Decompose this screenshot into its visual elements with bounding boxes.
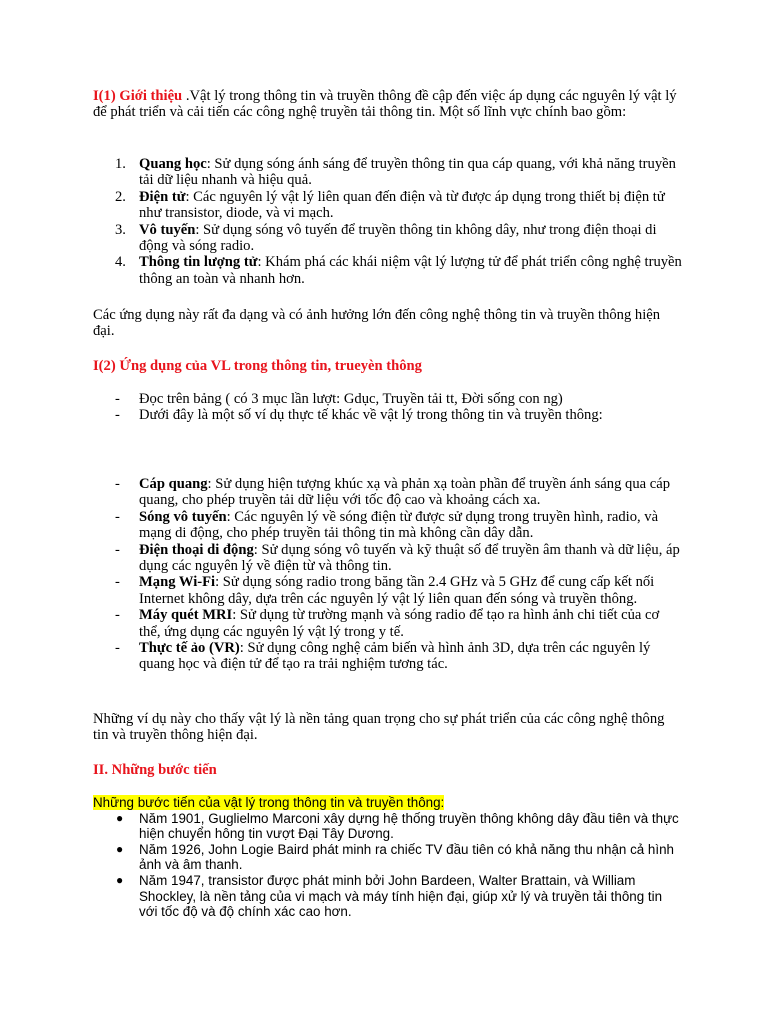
list-term: Thực tế ảo (VR) xyxy=(139,640,240,657)
intro-list-section xyxy=(93,156,683,287)
list-number: 3. xyxy=(115,221,126,238)
list-number: 2. xyxy=(115,188,126,205)
progress-intro xyxy=(93,795,683,811)
list-item xyxy=(93,574,683,607)
dash-marker: - xyxy=(115,541,120,558)
apps-notes xyxy=(93,391,683,424)
apps-conclusion: Những ví dụ này cho thấy vật lý là nền tảng quan trọng cho sự phát triển của các công nghệ thông tin và truyền thông hiện đại. xyxy=(93,711,665,744)
dash-marker: - xyxy=(115,391,120,407)
list-item xyxy=(93,811,683,842)
progress-section xyxy=(93,795,683,920)
list-term: Thông tin lượng tử xyxy=(139,254,258,271)
dash-marker: - xyxy=(115,607,120,624)
list-term: Máy quét MRI xyxy=(139,607,233,624)
list-item xyxy=(93,607,683,640)
list-term: Sóng vô tuyến xyxy=(139,508,227,525)
list-desc: : Sử dụng sóng ánh sáng để truyền thông tin qua cáp quang, với khả năng truyền tải dữ liệu nhanh và hiệu quả. xyxy=(139,156,676,189)
apps-list xyxy=(93,476,683,673)
list-desc: : Sử dụng từ trường mạnh và sóng radio để tạo ra hình ảnh chi tiết của cơ thể, ứng dụng các nguyên lý vật lý trong y tế. xyxy=(139,607,660,640)
list-item xyxy=(93,640,683,673)
apps-conclusion-section xyxy=(93,711,683,744)
list-item xyxy=(93,189,683,222)
dash-marker: - xyxy=(115,508,120,525)
dash-marker: - xyxy=(115,407,120,424)
progress-heading: II. Những bước tiến xyxy=(93,762,217,778)
list-item xyxy=(93,254,683,287)
list-term: Điện thoại di động xyxy=(139,541,254,558)
list-term: Vô tuyến xyxy=(139,221,196,238)
highlighted-text: Những bước tiến của vật lý trong thông tin và truyền thông: xyxy=(93,795,445,810)
apps-notes-section xyxy=(93,391,683,424)
list-item xyxy=(93,407,683,423)
intro-section xyxy=(93,88,683,121)
list-term: Điện tử xyxy=(139,188,186,205)
list-item xyxy=(93,156,683,189)
intro-conclusion: Các ứng dụng này rất đa dạng và có ảnh hưởng lớn đến công nghệ thông tin và truyền thông hiện đại. xyxy=(93,307,661,340)
apps-heading-section xyxy=(93,358,683,374)
bullet-text: Năm 1901, Guglielmo Marconi xây dựng hệ thống truyền thông không dây đầu tiên và thực hiện chuyển hông tin vượt Đại Tây Dương. xyxy=(139,810,679,842)
progress-list xyxy=(93,811,683,920)
list-item xyxy=(93,542,683,575)
list-desc: : Các nguyên lý về sóng điện từ được sử dụng trong truyền hình, radio, và mạng di động, cho phép truyền tải thông tin mà không cần dây dẫn. xyxy=(139,508,659,542)
list-number: 4. xyxy=(115,254,126,271)
dash-marker: - xyxy=(115,574,120,591)
list-desc: : Sử dụng công nghệ cảm biến và hình ảnh 3D, dựa trên các nguyên lý quang học và điện tử để tạo ra trải nghiệm tương tác. xyxy=(139,640,651,673)
note-text: Dưới đây là một số ví dụ thực tế khác về vật lý trong thông tin và truyền thông: xyxy=(139,407,603,424)
list-desc: : Sử dụng sóng radio trong băng tần 2.4 GHz và 5 GHz để cung cấp kết nối Internet không dây, dựa trên các nguyên lý vật lý liên quan đến sóng và truyền thông. xyxy=(139,574,655,607)
apps-heading: I(2) Ứng dụng của VL trong thông tin, trueyèn thông xyxy=(93,358,422,374)
list-term: Mạng Wi-Fi xyxy=(139,574,216,591)
bullet-text: Năm 1926, John Logie Baird phát minh ra chiếc TV đầu tiên có khả năng thu nhận cả hình ảnh và âm thanh. xyxy=(139,841,674,873)
intro-list xyxy=(93,156,683,287)
list-desc: : Sử dụng hiện tượng khúc xạ và phản xạ toàn phần để truyền ánh sáng qua cáp quang, cho phép truyền tải dữ liệu với tốc độ cao và khoảng cách xa. xyxy=(139,476,670,509)
list-item xyxy=(93,222,683,255)
list-item xyxy=(93,391,683,407)
intro-text: .Vật lý trong thông tin và truyền thông đề cập đến việc áp dụng các nguyên lý vật lý để phát triển và cải tiến các công nghệ truyền tải thông tin. Một số lĩnh vực chính bao gồm: xyxy=(93,88,677,121)
list-item xyxy=(93,873,683,920)
intro-conclusion-section xyxy=(93,307,683,340)
dash-marker: - xyxy=(115,640,120,657)
list-term: Quang học xyxy=(139,156,207,172)
apps-list-section xyxy=(93,476,683,673)
list-item xyxy=(93,476,683,509)
intro-paragraph xyxy=(93,88,683,121)
intro-heading: I(1) Giới thiệu xyxy=(93,88,183,104)
list-desc: : Các nguyên lý vật lý liên quan đến điện và từ được áp dụng trong thiết bị điện tử như transistor, diode, và vi mạch. xyxy=(139,188,665,222)
list-desc: : Khám phá các khái niệm vật lý lượng tử để phát triển công nghệ truyền thông an toàn và nhanh hơn. xyxy=(139,254,682,287)
bullet-marker: ● xyxy=(116,841,124,856)
bullet-marker: ● xyxy=(116,810,124,825)
list-item xyxy=(93,842,683,873)
bullet-text: Năm 1947, transistor được phát minh bởi John Bardeen, Walter Brattain, và William Shockley, là nền tảng của vi mạch và máy tính hiện đại, giúp xử lý và truyền tải thông tin với tốc độ và độ chính xác cao hơn. xyxy=(139,872,663,920)
list-item xyxy=(93,509,683,542)
list-term: Cáp quang xyxy=(139,476,208,492)
progress-heading-section xyxy=(93,762,683,778)
list-desc: : Sử dụng sóng vô tuyến để truyền thông tin không dây, như trong điện thoại di động và sóng radio. xyxy=(139,221,657,255)
list-desc: : Sử dụng sóng vô tuyến và kỹ thuật số để truyền âm thanh và dữ liệu, áp dụng các nguyên lý về điện từ và thông tin. xyxy=(139,541,680,575)
note-text: Đọc trên bảng ( có 3 mục lần lượt: Gdục, Truyền tải tt, Đời sống con ng) xyxy=(139,391,563,407)
dash-marker: - xyxy=(115,476,120,492)
bullet-marker: ● xyxy=(116,872,124,887)
list-number: 1. xyxy=(115,156,126,172)
